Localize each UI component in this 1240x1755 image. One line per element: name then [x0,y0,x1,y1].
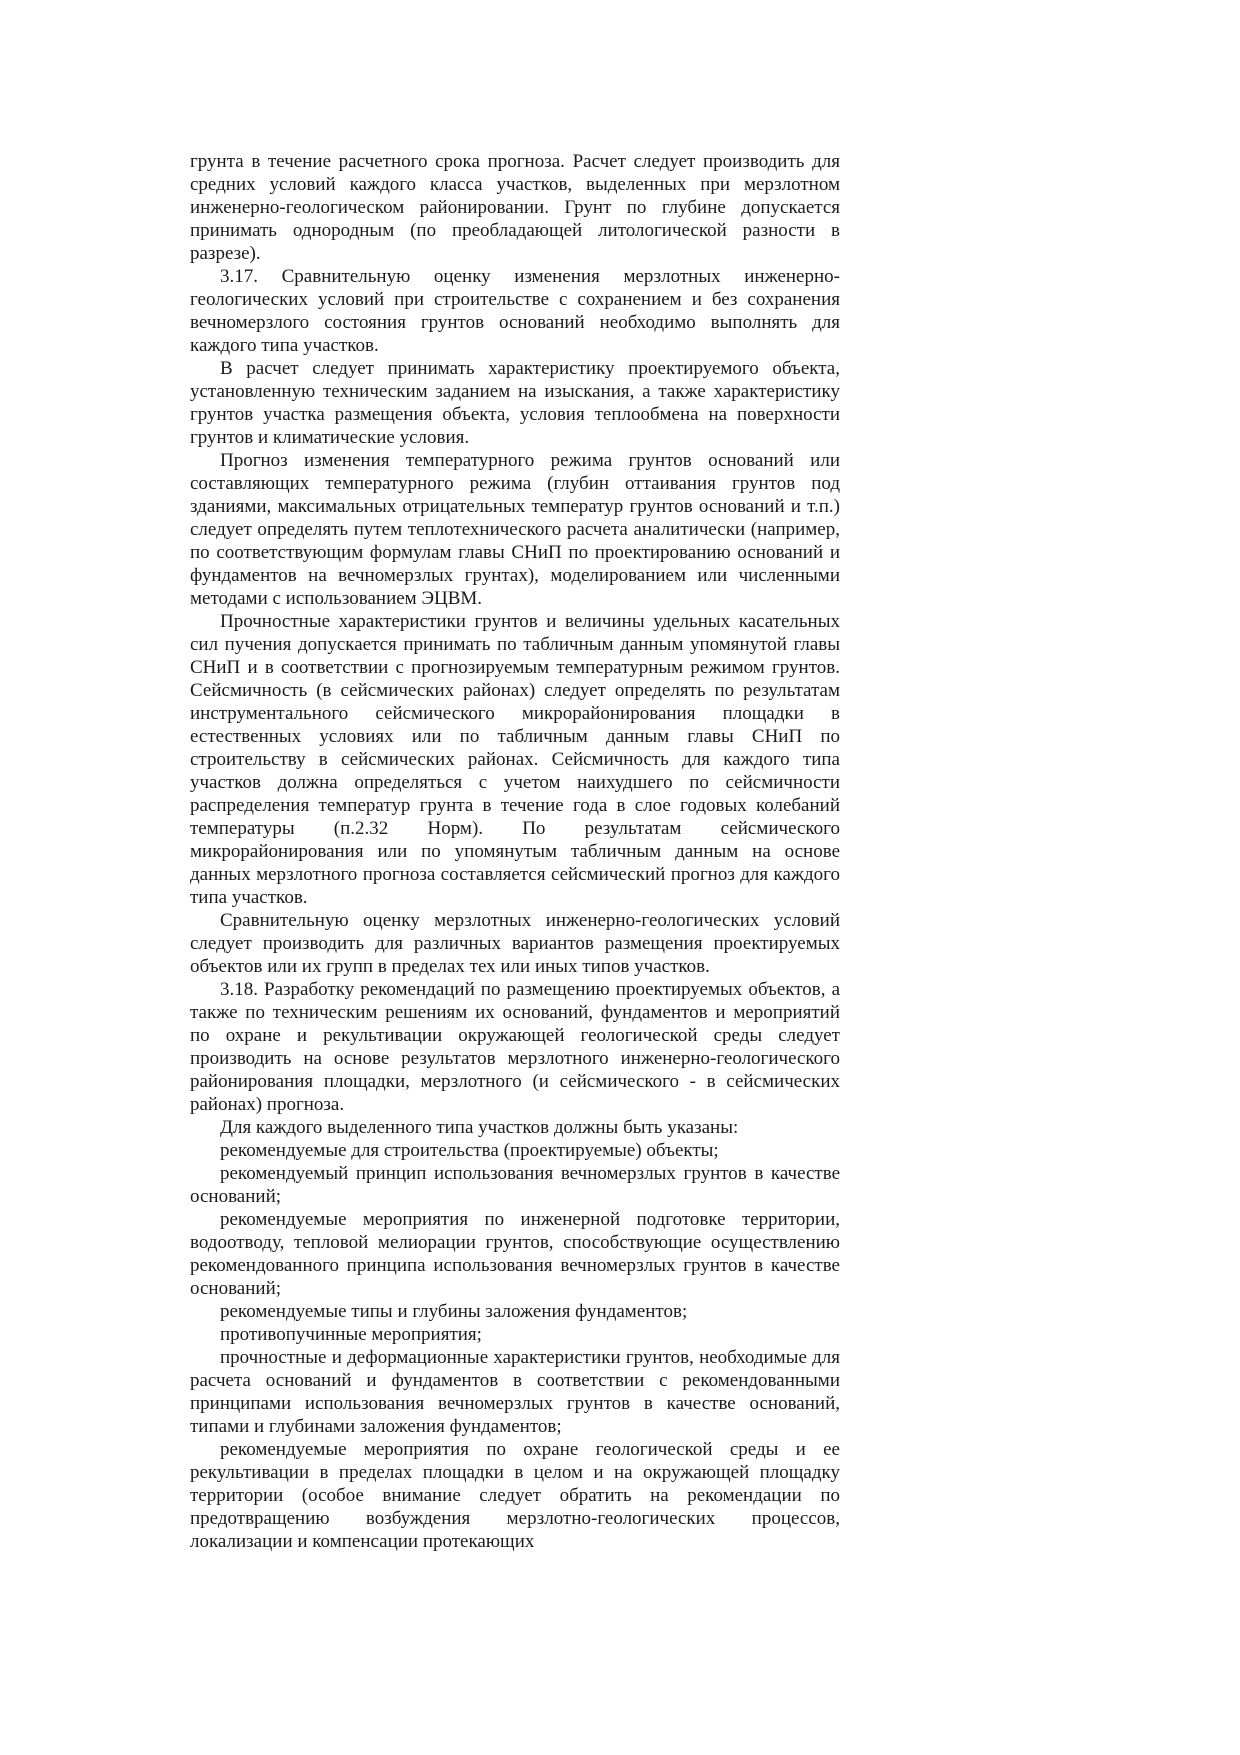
document-page [190,150,840,1553]
list-item-characteristics: прочностные и деформационные характеристики грунтов, необходимые для расчета оснований и фундаментов в соответствии с рекомендованными принципами использования вечномерзлых грунтов в качестве оснований, типами и глубинами заложения фундаментов; [190,1347,840,1437]
paragraph-calculation-input: В расчет следует принимать характеристику проектируемого объекта, установленную техническим заданием на изыскания, а также характеристику грунтов участка размещения объекта, условия теплообмена на поверхности грунтов и климатические условия. [190,358,840,448]
paragraph-forecast: Прогноз изменения температурного режима грунтов оснований или составляющих температурного режима (глубин оттаивания грунтов под зданиями, максимальных отрицательных температур грунтов оснований и т.п.) следует определять путем теплотехнического расчета аналитически (например, по соответствующим формулам главы СНиП по проектированию оснований и фундаментов на вечномерзлых грунтах), моделированием или численными методами с использованием ЭЦВМ. [190,450,840,609]
paragraph-3-17: 3.17. Сравнительную оценку изменения мерзлотных инженерно-геологических условий при строительстве с сохранением и без сохранения вечномерзлого состояния грунтов оснований необходимо выполнять для каждого типа участков. [190,266,840,356]
paragraph-comparative-assessment: Сравнительную оценку мерзлотных инженерно-геологических условий следует производить для различных вариантов размещения проектируемых объектов или их групп в пределах тех или иных типов участков. [190,910,840,977]
list-item-protection: рекомендуемые мероприятия по охране геологической среды и ее рекультивации в пределах площадки в целом и на окружающей площадку территории (особое внимание следует обратить на рекомендации по предотвращению возбуждения мерзлотно-геологических процессов, локализации и компенсации протекающих [190,1439,840,1552]
paragraph-continuation: грунта в течение расчетного срока прогноза. Расчет следует производить для средних условий каждого класса участков, выделенных при мерзлотном инженерно-геологическом районировании. Грунт по глубине допускается принимать однородным (по преобладающей литологической разности в разрезе). [190,151,840,264]
list-item-foundations: рекомендуемые типы и глубины заложения фундаментов; [220,1301,688,1322]
list-item-preparation: рекомендуемые мероприятия по инженерной подготовке территории, водоотводу, тепловой мелиорации грунтов, способствующие осуществлению рекомендованного принципа использования вечномерзлых грунтов в качестве оснований; [190,1209,840,1299]
paragraph-3-18: 3.18. Разработку рекомендаций по размещению проектируемых объектов, а также по техническим решениям их оснований, фундаментов и мероприятий по охране и рекультивации окружающей геологической среды следует производить на основе результатов мерзлотного инженерно-геологического районирования площадки, мерзлотного (и сейсмического - в сейсмических районах) прогноза. [190,979,840,1115]
list-item-principle: рекомендуемый принцип использования вечномерзлых грунтов в качестве оснований; [190,1163,840,1207]
list-item-anti-heave: противопучинные мероприятия; [220,1324,482,1345]
paragraph-strength-seismicity: Прочностные характеристики грунтов и величины удельных касательных сил пучения допускается принимать по табличным данным упомянутой главы СНиП и в соответствии с прогнозируемым температурным режимом грунтов. Сейсмичность (в сейсмических районах) следует определять по результатам инструментального сейсмического микрорайонирования площадки в естественных условиях или по табличным данным главы СНиП по строительству в сейсмических районах. Сейсмичность для каждого типа участков должна определяться с учетом наихудшего по сейсмичности распределения температур грунта в течение года в слое годовых колебаний температуры (п.2.32 Норм). По результатам сейсмического микрорайонирования или по упомянутым табличным данным на основе данных мерзлотного прогноза составляется сейсмический прогноз для каждого типа участков. [190,611,840,908]
list-item-objects: рекомендуемые для строительства (проектируемые) объекты; [220,1140,719,1161]
paragraph-list-intro: Для каждого выделенного типа участков должны быть указаны: [220,1117,739,1138]
